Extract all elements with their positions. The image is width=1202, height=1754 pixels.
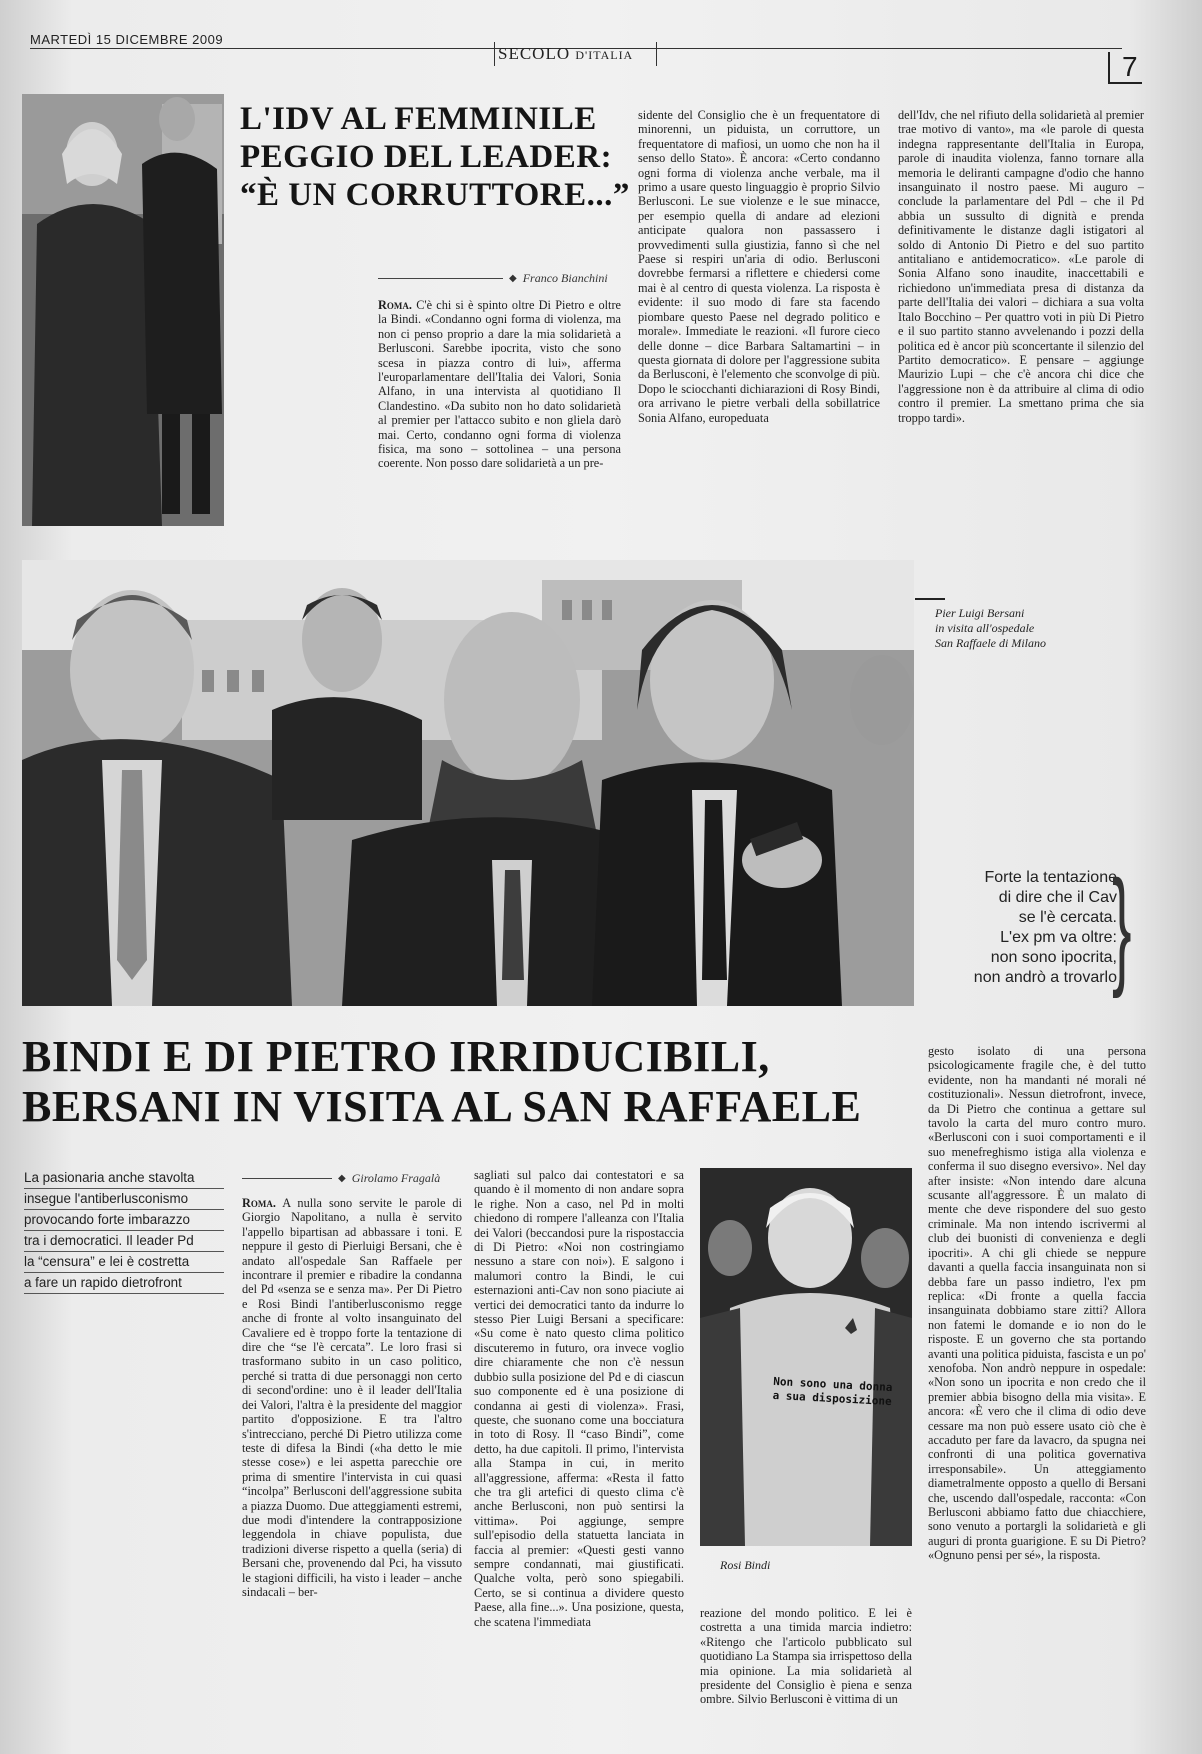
article1-headline: L'IDV AL FEMMINILE PEGGIO DEL LEADER: “È UN CORRUTTORE...” xyxy=(240,101,630,213)
byline-rule xyxy=(378,278,503,279)
article2-column-1-text: A nulla sono servite le parole di Giorgio Napolitano, a nulla è servito l'appello bipartisan ad abbassare i toni. E neppure il gesto di Pierluigi Bersani, che è andato all'ospedale San Raffaele per incontrare il premier e ribadire la condanna del Pd «senza se e senza ma». Per Di Pietro e Rosi Bindi l'antiberlusconismo regge anche di fronte al volto insanguinato del Cavaliere ed è troppo forte la tentazione di dire che “se l'è cercata”. Le loro frasi si trasformano subito in un caso politico, perché si tratta di due personaggi non certo di second'ordine: uno è il leader dell'Italia dei Valori, l'altra è la presidente del maggior partito d'opposizione. E tra l'altro s'intrecciano, perché Di Pietro utilizza come teste di difesa la Bindi («ha detto le mie stesse cose») e lei aspetta parecchie ore prima di smentire l'intervista in cui quasi “incolpa” Berlusconi dell'aggressione subita a piazza Duomo. Due atteggiamenti estremi, due modi d'intendere la contrapposizione leggendola in chiave populista, due tradizioni diverse rispetto a quella (seria) di Bersani che, provenendo dal Pci, ha vissuto le stagioni difficili, ha visto i leader – anche sindacali – ber- xyxy=(242,1196,462,1599)
article2-summary xyxy=(24,1168,224,1294)
summary-line: La pasionaria anche stavolta xyxy=(24,1168,224,1189)
pull-quote-line: non andrò a trovarlo xyxy=(973,969,1117,986)
photo-sonia-alfano xyxy=(22,94,224,526)
summary-line: tra i democratici. Il leader Pd xyxy=(24,1231,224,1252)
diamond-icon: ◆ xyxy=(509,273,517,284)
pull-quote xyxy=(912,868,1117,988)
article2-dateline: Roma. xyxy=(242,1196,276,1210)
article2-author: Girolamo Fragalà xyxy=(351,1171,441,1185)
photo-bersani-visit xyxy=(22,560,914,1006)
article2-headline-line: BINDI E DI PIETRO IRRIDUCIBILI, xyxy=(22,1032,770,1081)
main-photo-caption xyxy=(935,606,1046,651)
photo-bersani-scene xyxy=(22,560,914,1006)
article1-column-3: dell'Idv, che nel rifiuto della solidarietà al premier trae motivo di vanto», ma «le parole di questa indegna rappresentante dell'Italia in Europa, parole di inaudita violenza, fanno tornare alla memoria le deliranti campagne d'odio che hanno insanguinato il nostro paese. Mi auguro – conclude la parlamentare del Pdl – che il Pd abbia un sussulto di dignità e prenda definitivamente le distanze dagli istigatori al soldo di Antonio Di Pietro e del suo partito antitaliano e antidemocratico». «Le parole di Sonia Alfano sono inaudite, inaccettabili e richiedono un'immediata presa di distanza da parte dell'Italia dei valori – dichiara a sua volta Italo Bocchino – Per quattro voti in più Di Pietro e il suo partito stanno avvelenando i pozzi della politica ed è ancor più sconcertante il silenzio del Partito democratico». E pensare – aggiunge Maurizio Lupi – che c'è ancora chi dice che l'aggressione non è da attribuire al clima di odio contro il premier. La smettano prima che sia troppo tardi». xyxy=(898,108,1144,425)
article2-headline-line: BERSANI IN VISITA AL SAN RAFFAELE xyxy=(22,1082,862,1131)
diamond-icon: ◆ xyxy=(338,1173,346,1184)
photo-bindi-scene xyxy=(700,1168,912,1546)
article2-column-1 xyxy=(242,1196,462,1736)
summary-line: provocando forte imbarazzo xyxy=(24,1210,224,1231)
newspaper-name-suffix: D'ITALIA xyxy=(575,48,634,62)
article1-column-2: sidente del Consiglio che è un frequentatore di minorenni, un piduista, un corruttore, un frequentatore di mafiosi, un uomo che non ha il senso dello Stato». È ancora: «Certo condanno ogni forma di violenza anche verbale, ma il primo a usare questo linguaggio è proprio Silvio Berlusconi. Le sue violenze e le sue minacce, per esempio quella di andare ad elezioni anticipate qualora non passassero i provvedimenti sulla giustizia, fanno sì che nel Paese si respiri un'aria di odio. Berlusconi dovrebbe fermarsi a riflettere e chiedersi come mai è al centro di questa violenza. La risposta è evidente: il suo modo di fare sta facendo piombare questo Paese nel degrado politico e morale». Immediate le reazioni. «Il furore cieco delle donne – dice Barbara Saltamartini – in questa giornata di dolore per l'aggressione subita da Berlusconi, è l'elemento che sconvolge di più. Dopo le sciocchanti dichiarazioni di Rosy Bindi, ora arrivano le pietre verbali della sobillatrice Sonia Alfano, europeduata xyxy=(638,108,880,425)
masthead-divider xyxy=(494,42,495,66)
page-number: 7 xyxy=(1108,52,1142,84)
article2-byline xyxy=(242,1171,440,1186)
caption-line: San Raffaele di Milano xyxy=(935,636,1046,650)
pull-quote-line: non sono ipocrita, xyxy=(990,949,1117,966)
newspaper-name xyxy=(498,44,633,64)
article2-column-3: reazione del mondo politico. E lei è costretta a una timida marcia indietro: «Ritengo che l'articolo pubblicato sul quotidiano La Stampa sia irrispettoso della mia opinione. La mia solidarietà al presidente del Consiglio è piena e senza ombre. Silvio Berlusconi è vittima di un xyxy=(700,1606,912,1707)
article1-dateline: Roma. xyxy=(378,298,412,312)
masthead-divider xyxy=(656,42,657,66)
article2-column-4: gesto isolato di una persona psicologicamente fragile che, è del tutto evidente, non ha mandanti né morali né costituzionali». Nessun dietrofront, invece, da Di Pietro che continua a gettare sul tavolo la carta del muro contro muro. «Berlusconi con i suoi comportamenti e il suo menefreghismo istiga alla violenza e conferma il suo disegno eversivo». Nel day after insiste: «Non intendo dare alcuna scusante all'aggressore. È un malato di mente che deve rispondere del suo gesto criminale. Ma non intendo iscrivermi al club dei buonisti di convenienza e degli ipocriti». A chi gli chiede se neppure davanti a quella faccia insanguinata non si debba fare un passo indietro, l'ex pm replica: «Di fronte a quella faccia insanguinata dobbiamo stare zitti? Allora non fatemi le domande e io non do le risposte. E un governo che sta portando avanti una politica piduista, fascista e un po' xenofoba. Non andrò neppure in ospedale: «Non sono un ipocrita e non credo che il premier abbia bisogno della mia visita». E ancora: «È vero che il clima di odio deve cessare ma non può essere usato ciò che è accaduto per fare da lavacro, da spugna nei confronti di una politica governativa irresponsabile». Un atteggiamento diametralmente opposto a quello di Bersani che, uscendo dall'ospedale, racconta: «Con Berlusconi abbiamo fatto due chiacchiere, sono venuto a portargli la solidarietà e gli auguri di pronta guarigione. E su Di Pietro? «Ognuno pensi per sé», la risposta. xyxy=(928,1044,1146,1563)
article1-column-1-text: C'è chi si è spinto oltre Di Pietro e oltre la Bindi. «Condanno ogni forma di violenza, ma non ci penso proprio a dare la mia solidarietà a Berlusconi. Sarebbe ipocrita, visto che sono scesa in piazza contro di lui», afferma l'europarlamentare dell'Italia dei Valori, Sonia Alfano, in una intervista al quotidiano Il Clandestino. «Da subito non ho dato solidarietà al premier per l'attacco subito e non gliela darò mai. Certo, condanno ogni forma di violenza fisica, ma sono – sottolinea – una persona coerente. Non posso dare solidarietà a un pre- xyxy=(378,298,621,471)
byline-rule xyxy=(242,1178,332,1179)
article1-author: Franco Bianchini xyxy=(522,271,608,285)
pull-quote-line: se l'è cercata. xyxy=(1018,909,1117,926)
newspaper-name-main: SECOLO xyxy=(498,44,571,63)
caption-line: Pier Luigi Bersani xyxy=(935,606,1025,620)
article1-byline xyxy=(378,271,608,286)
summary-line: a fare un rapido dietrofront xyxy=(24,1273,224,1294)
article2-column-2: sagliati sul palco dai contestatori e sa quando è il momento di non andare sopra le righe. Non a caso, nel Pd in molti chiedono di rompere l'alleanza con l'Italia dei Valori (beccandosi pure la rispostaccia di Di Pietro: «Noi non costringiamo nessuno a stare con noi»). E salgono i malumori contro la Bindi, le cui esternazioni anti-Cav non sono piaciute ai vertici dei democratici tanto da indurre lo stesso Pier Luigi Bersani a specificare: «Su come è nato questo clima politico discuteremo in futuro, ora invece voglio dire chiaramente che non c'è nessun dubbio sulla posizione del Pd e di ciascun suo componente ed è una posizione di condanna ai gesti di violenza». Frasi, queste, che suonano come una bocciatura in toto di Rosy. Il “caso Bindi”, come detto, ha due capitoli. Il primo, l'intervista alla Stampa in cui, in merito all'aggressione, afferma: «Resta il fatto che tra gli artefici di questo clima c'è anche Berlusconi, non può sentirsi la vittima». Poi aggiunge, sempre sull'episodio della statuetta lanciata in faccia al premier: «Questi gesti vanno sempre condannati, mai giustificati. Qualche volta, però sono spiegabili. Certo, se si continua a dividere questo Paese, alla fine...». Una posizione, questa, che scatena l'immediata xyxy=(474,1168,684,1629)
summary-line: la “censura” e lei è costretta xyxy=(24,1252,224,1273)
article2-headline xyxy=(22,1032,922,1132)
photo-alfano-scene xyxy=(22,94,224,526)
pull-quote-line: Forte la tentazione xyxy=(984,869,1117,886)
bindi-photo-caption: Rosi Bindi xyxy=(720,1558,771,1572)
summary-line: insegue l'antiberlusconismo xyxy=(24,1189,224,1210)
article1-column-1 xyxy=(378,298,621,526)
issue-date: MARTEDÌ 15 DICEMBRE 2009 xyxy=(30,32,224,47)
pull-quote-line: L'ex pm va oltre: xyxy=(1000,929,1117,946)
caption-rule xyxy=(915,598,945,600)
photo-rosi-bindi xyxy=(700,1168,912,1546)
shirt-slogan: Non sono una donna a sua disposizione xyxy=(772,1374,893,1409)
brace-icon: } xyxy=(1112,853,1132,999)
caption-line: in visita all'ospedale xyxy=(935,621,1035,635)
pull-quote-line: di dire che il Cav xyxy=(998,889,1117,906)
